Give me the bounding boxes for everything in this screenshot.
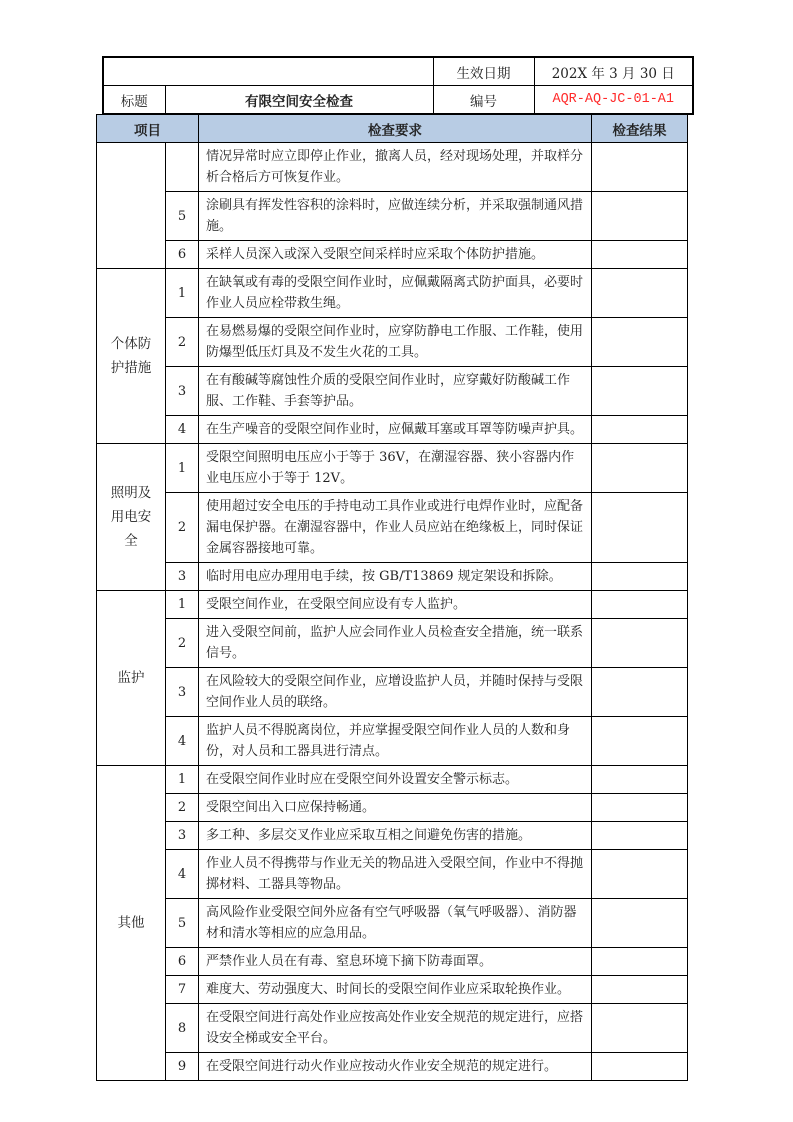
requirement-text: 多工种、多层交叉作业应采取互相之间避免伤害的措施。 <box>199 822 592 850</box>
category-cell <box>97 143 166 269</box>
table-row <box>97 850 688 899</box>
item-number: 2 <box>166 493 199 563</box>
result-cell[interactable] <box>592 948 688 976</box>
category-cell: 监护 <box>97 591 166 766</box>
item-number: 1 <box>166 269 199 318</box>
table-row <box>97 794 688 822</box>
requirement-text: 在风险较大的受限空间作业，应增设监护人员，并随时保持与受限空间作业人员的联络。 <box>199 668 592 717</box>
result-cell[interactable] <box>592 717 688 766</box>
item-number: 1 <box>166 766 199 794</box>
table-row <box>97 367 688 416</box>
item-number: 6 <box>166 948 199 976</box>
result-cell[interactable] <box>592 192 688 241</box>
requirement-text: 受限空间照明电压应小于等于 36V，在潮湿容器、狭小容器内作业电压应小于等于 12V。 <box>199 444 592 493</box>
table-row <box>97 493 688 563</box>
item-number: 3 <box>166 668 199 717</box>
requirement-text: 难度大、劳动强度大、时间长的受限空间作业应采取轮换作业。 <box>199 976 592 1004</box>
result-cell[interactable] <box>592 976 688 1004</box>
item-number: 3 <box>166 822 199 850</box>
requirement-text: 作业人员不得携带与作业无关的物品进入受限空间，作业中不得抛掷材料、工器具等物品。 <box>199 850 592 899</box>
result-cell[interactable] <box>592 493 688 563</box>
result-cell[interactable] <box>592 822 688 850</box>
result-cell[interactable] <box>592 1004 688 1053</box>
item-number: 1 <box>166 444 199 493</box>
table-row <box>97 668 688 717</box>
requirement-text: 在受限空间进行动火作业应按动火作业安全规范的规定进行。 <box>199 1053 592 1081</box>
requirement-text: 受限空间作业，在受限空间应设有专人监护。 <box>199 591 592 619</box>
title-label: 标题 <box>103 86 165 115</box>
table-row <box>97 717 688 766</box>
table-row <box>97 444 688 493</box>
requirement-text: 严禁作业人员在有毒、窒息环境下摘下防毒面罩。 <box>199 948 592 976</box>
item-number: 3 <box>166 563 199 591</box>
requirement-text: 在缺氧或有毒的受限空间作业时，应佩戴隔离式防护面具，必要时作业人员应栓带救生绳。 <box>199 269 592 318</box>
table-row <box>97 143 688 192</box>
result-cell[interactable] <box>592 899 688 948</box>
table-row <box>97 948 688 976</box>
table-row <box>97 192 688 241</box>
requirement-text: 受限空间出入口应保持畅通。 <box>199 794 592 822</box>
checklist-table <box>96 114 688 1081</box>
requirement-text: 情况异常时应立即停止作业，撤离人员，经对现场处理，并取样分析合格后方可恢复作业。 <box>199 143 592 192</box>
requirement-text: 采样人员深入或深入受限空间采样时应采取个体防护措施。 <box>199 241 592 269</box>
result-cell[interactable] <box>592 668 688 717</box>
column-header-item: 项目 <box>97 115 199 143</box>
requirement-text: 在受限空间作业时应在受限空间外设置安全警示标志。 <box>199 766 592 794</box>
table-row <box>97 1004 688 1053</box>
item-number: 5 <box>166 899 199 948</box>
item-number: 2 <box>166 619 199 668</box>
item-number: 7 <box>166 976 199 1004</box>
requirement-text: 在生产噪音的受限空间作业时，应佩戴耳塞或耳罩等防噪声护具。 <box>199 416 592 444</box>
item-number: 4 <box>166 717 199 766</box>
item-number: 6 <box>166 241 199 269</box>
requirement-text: 涂刷具有挥发性容积的涂料时，应做连续分析，并采取强制通风措施。 <box>199 192 592 241</box>
result-cell[interactable] <box>592 416 688 444</box>
table-row <box>97 416 688 444</box>
effective-date-value: 202X 年 3 月 30 日 <box>534 57 693 86</box>
item-number: 1 <box>166 591 199 619</box>
requirement-text: 高风险作业受限空间外应备有空气呼吸器（氧气呼吸器）、消防器材和清水等相应的应急用品。 <box>199 899 592 948</box>
table-row <box>97 766 688 794</box>
result-cell[interactable] <box>592 318 688 367</box>
item-number: 9 <box>166 1053 199 1081</box>
item-number: 3 <box>166 367 199 416</box>
result-cell[interactable] <box>592 850 688 899</box>
column-header-requirement: 检查要求 <box>199 115 592 143</box>
effective-date-label: 生效日期 <box>433 57 534 86</box>
result-cell[interactable] <box>592 591 688 619</box>
result-cell[interactable] <box>592 794 688 822</box>
requirement-text: 临时用电应办理用电手续，按 GB/T13869 规定架设和拆除。 <box>199 563 592 591</box>
table-row <box>97 269 688 318</box>
table-row <box>97 241 688 269</box>
requirement-text: 在有酸碱等腐蚀性介质的受限空间作业时，应穿戴好防酸碱工作服、工作鞋、手套等护品。 <box>199 367 592 416</box>
requirement-text: 监护人员不得脱离岗位，并应掌握受限空间作业人员的人数和身份，对人员和工器具进行清点。 <box>199 717 592 766</box>
result-cell[interactable] <box>592 766 688 794</box>
result-cell[interactable] <box>592 1053 688 1081</box>
result-cell[interactable] <box>592 241 688 269</box>
table-row <box>97 899 688 948</box>
result-cell[interactable] <box>592 444 688 493</box>
table-row <box>97 822 688 850</box>
result-cell[interactable] <box>592 143 688 192</box>
item-number <box>166 143 199 192</box>
column-header-result: 检查结果 <box>592 115 688 143</box>
requirement-text: 进入受限空间前，监护人应会同作业人员检查安全措施，统一联系信号。 <box>199 619 592 668</box>
category-cell: 个体防护措施 <box>97 269 166 444</box>
result-cell[interactable] <box>592 367 688 416</box>
document-code: AQR-AQ-JC-01-A1 <box>534 86 693 115</box>
result-cell[interactable] <box>592 563 688 591</box>
category-cell: 其他 <box>97 766 166 1081</box>
requirement-text: 使用超过安全电压的手持电动工具作业或进行电焊作业时，应配备漏电保护器。在潮湿容器中，作业人员应站在绝缘板上，同时保证金属容器接地可靠。 <box>199 493 592 563</box>
item-number: 5 <box>166 192 199 241</box>
document-header-table <box>102 56 694 115</box>
table-row <box>97 318 688 367</box>
requirement-text: 在受限空间进行高处作业应按高处作业安全规范的规定进行，应搭设安全梯或安全平台。 <box>199 1004 592 1053</box>
item-number: 2 <box>166 794 199 822</box>
table-row <box>97 563 688 591</box>
item-number: 2 <box>166 318 199 367</box>
item-number: 8 <box>166 1004 199 1053</box>
table-row <box>97 619 688 668</box>
table-row <box>97 591 688 619</box>
item-number: 4 <box>166 850 199 899</box>
table-row <box>97 976 688 1004</box>
code-label: 编号 <box>433 86 534 115</box>
item-number: 4 <box>166 416 199 444</box>
category-cell: 照明及用电安全 <box>97 444 166 591</box>
document-title: 有限空间安全检查 <box>165 86 433 115</box>
result-cell[interactable] <box>592 619 688 668</box>
requirement-text: 在易燃易爆的受限空间作业时，应穿防静电工作服、工作鞋，使用防爆型低压灯具及不发生火花的工具。 <box>199 318 592 367</box>
table-row <box>97 1053 688 1081</box>
result-cell[interactable] <box>592 269 688 318</box>
header-blank-cell <box>103 57 433 86</box>
